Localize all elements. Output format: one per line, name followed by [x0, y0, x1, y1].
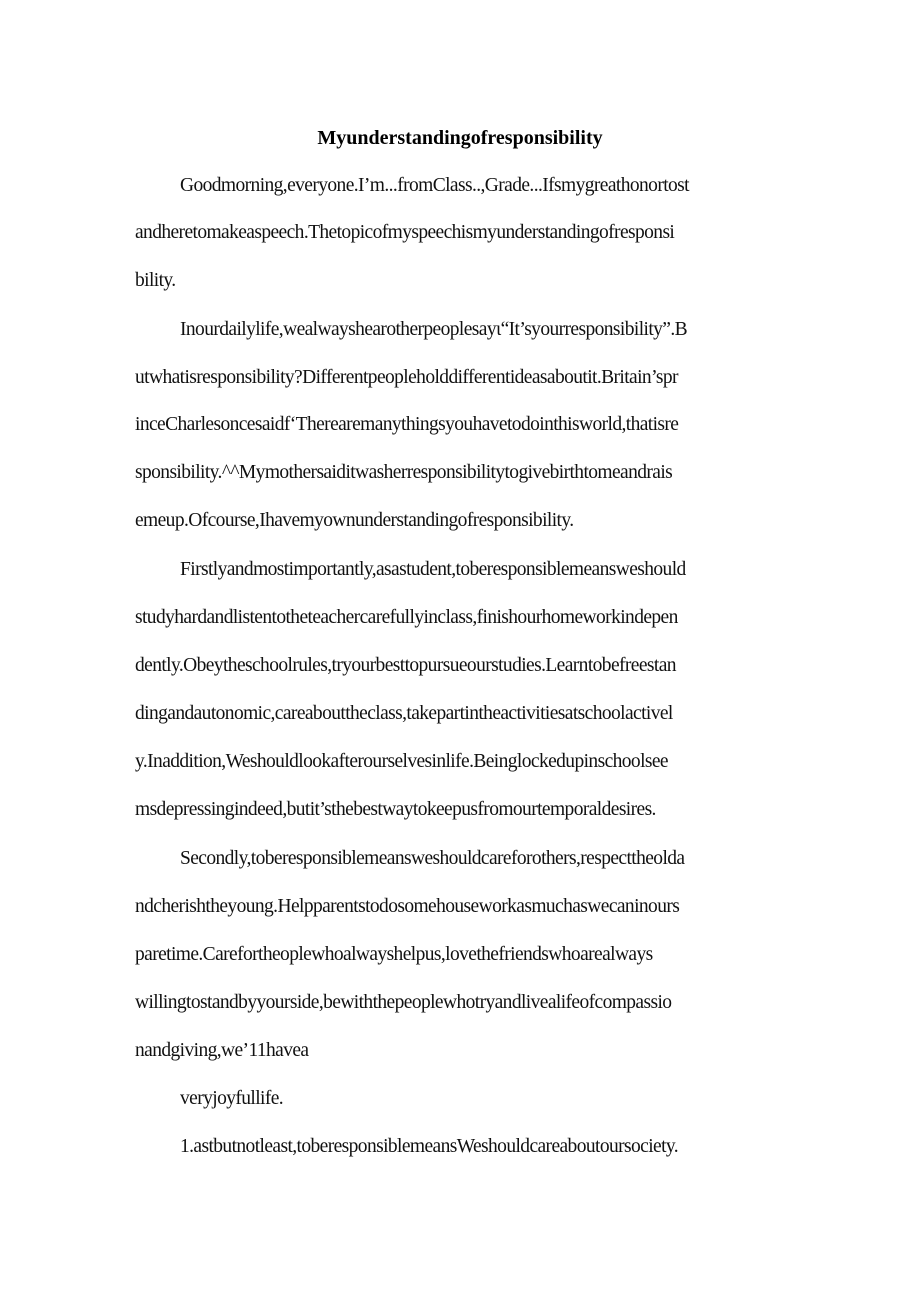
text-line: dingandautonomic,careabouttheclass,takepartintheactivitiesatschoolactivel [135, 703, 673, 724]
document-title: Myunderstandingofresponsibility [317, 127, 603, 149]
text-line: ndcherishtheyoung.Helpparentstodosomehouseworkasmuchaswecaninours [135, 896, 680, 917]
text-line: msdepressingindeed,butit’sthebestwaytokeepusfromourtemporaldesires. [135, 799, 656, 820]
text-line: nandgiving,we’11havea [135, 1040, 309, 1061]
text-line: paretime.Carefortheoplewhoalwayshelpus,lovethefriendswhoarealways [135, 944, 653, 965]
text-line: bility. [135, 270, 176, 291]
text-line: willingtostandbyyourside,bewiththepeoplewhotryandlivealifeofcompassio [135, 992, 672, 1013]
text-line: andheretomakeaspeech.Thetopicofmyspeechismyunderstandingofresponsi [135, 222, 675, 243]
text-line: y.Inaddition,Weshouldlookafterourselvesinlife.Beinglockedupinschoolsee [135, 751, 668, 772]
text-line: Inourdailylife,wealwayshearotherpeoplesayι“It’syourresponsibility”.B [180, 319, 688, 340]
text-line: Secondly,toberesponsiblemeansweshouldcareforothers,respecttheolda [180, 848, 685, 869]
text-line: 1.astbutnotleast,toberesponsiblemeansWeshouldcareaboutoursociety. [180, 1136, 679, 1157]
text-line: inceCharlesoncesaidf‘Therearemanythingsyouhavetodointhisworld,thatisre [135, 414, 679, 435]
text-line: dently.Obeytheschoolrules,tryourbesttopursueourstudies.Learntobefreestan [135, 655, 676, 676]
text-line: emeup.Ofcourse,Ihavemyownunderstandingofresponsibility. [135, 510, 574, 531]
text-line: studyhardandlistentotheteachercarefullyinclass,finishourhomeworkindepen [135, 607, 678, 628]
text-line: sponsibility.^^Mymothersaiditwasherresponsibilitytogivebirthtomeandrais [135, 462, 673, 483]
text-line: veryjoyfullife. [180, 1088, 284, 1109]
text-line: Firstlyandmostimportantly,asastudent,toberesponsiblemeansweshould [180, 559, 686, 580]
text-line: utwhatisresponsibility?Differentpeopleholddifferentideasaboutit.Britain’spr [135, 367, 678, 388]
text-line: Goodmorning,everyone.I’m...fromClass..,Grade...Ifsmygreathonortost [180, 175, 689, 196]
